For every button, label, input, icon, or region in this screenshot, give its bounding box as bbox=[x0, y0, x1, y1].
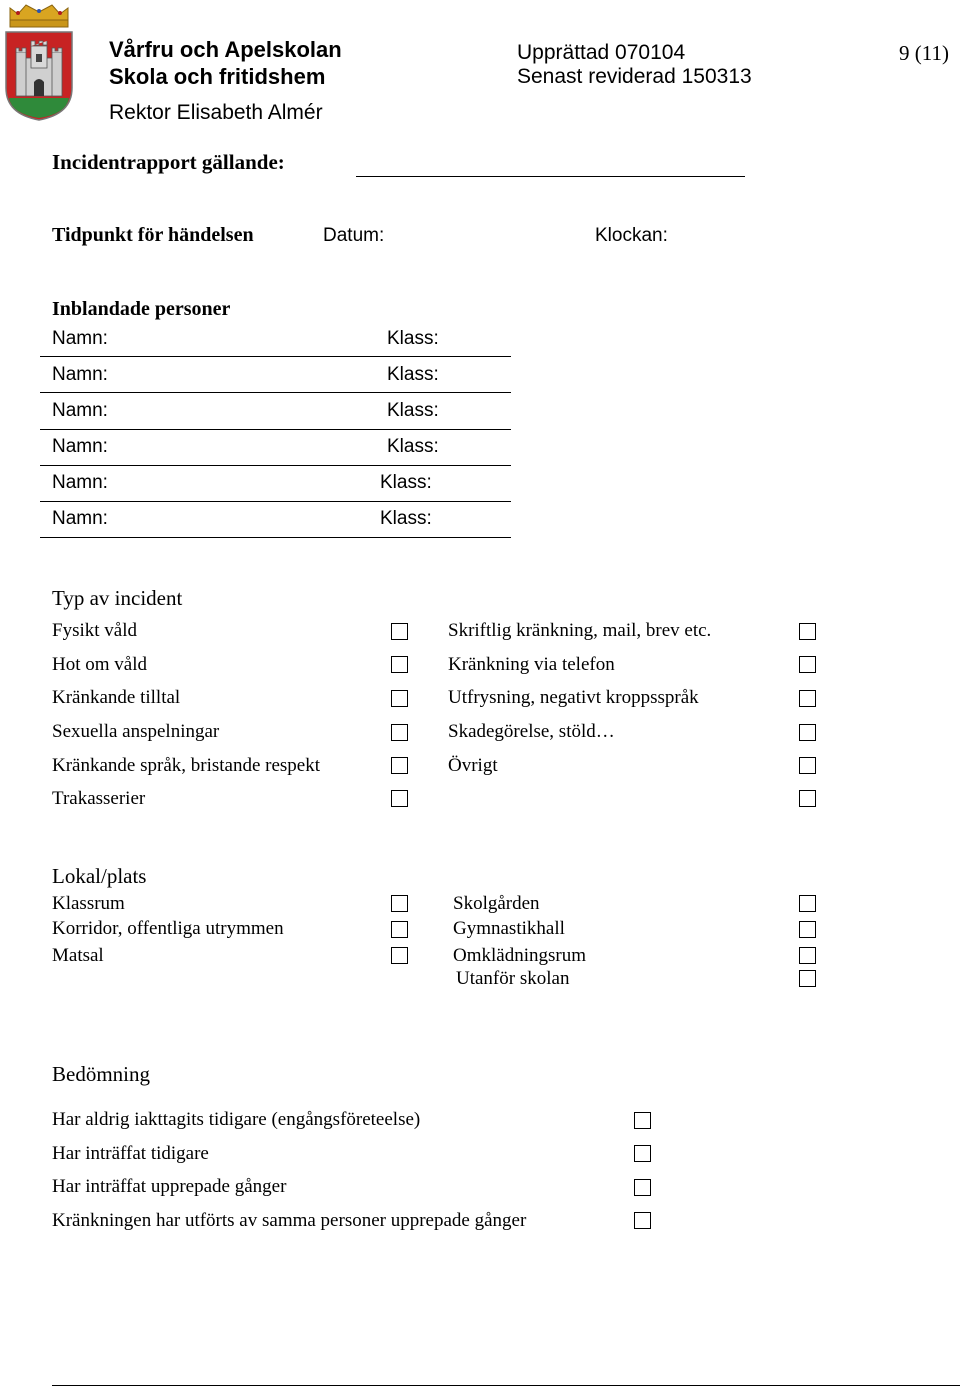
location-option-label: Matsal bbox=[52, 945, 104, 966]
incident-checkbox[interactable] bbox=[799, 757, 816, 774]
location-option-label: Klassrum bbox=[52, 893, 125, 914]
location-option-label: Skolgården bbox=[453, 893, 540, 914]
person-line-3 bbox=[40, 429, 511, 430]
location-option-label: Omklädningsrum bbox=[453, 945, 586, 966]
name-label-3: Namn: bbox=[52, 400, 108, 421]
revised-date: Senast reviderad 150313 bbox=[517, 65, 752, 88]
incident-checkbox[interactable] bbox=[391, 790, 408, 807]
person-line-6 bbox=[40, 537, 511, 538]
form-title: Incidentrapport gällande: bbox=[52, 150, 285, 174]
assessment-heading: Bedömning bbox=[52, 1062, 150, 1086]
incident-option-label: Skadegörelse, stöld… bbox=[448, 721, 615, 742]
school-name: Vårfru och Apelskolan bbox=[109, 37, 342, 62]
incident-option-label: Kränkande språk, bristande respekt bbox=[52, 755, 321, 776]
assessment-checkbox[interactable] bbox=[634, 1179, 651, 1196]
name-label-1: Namn: bbox=[52, 328, 108, 349]
class-label-4: Klass: bbox=[387, 436, 439, 457]
location-checkbox[interactable] bbox=[799, 970, 816, 987]
incident-checkbox[interactable] bbox=[799, 724, 816, 741]
location-checkbox[interactable] bbox=[391, 895, 408, 912]
incident-option-label: Övrigt bbox=[448, 755, 498, 776]
assessment-option-label: Kränkningen har utförts av samma personer upprepade gånger bbox=[52, 1210, 527, 1231]
incident-option-label: Hot om våld bbox=[52, 654, 147, 675]
incident-heading: Typ av incident bbox=[52, 586, 183, 610]
location-checkbox[interactable] bbox=[391, 947, 408, 964]
assessment-checkbox[interactable] bbox=[634, 1212, 651, 1229]
location-checkbox[interactable] bbox=[799, 895, 816, 912]
school-subtitle: Skola och fritidshem bbox=[109, 64, 326, 89]
incident-checkbox[interactable] bbox=[391, 623, 408, 640]
time-label: Tidpunkt för händelsen bbox=[52, 224, 254, 246]
incident-checkbox[interactable] bbox=[799, 623, 816, 640]
assessment-option-label: Har aldrig iakttagits tidigare (engångsföreteelse) bbox=[52, 1109, 421, 1130]
name-label-5: Namn: bbox=[52, 472, 108, 493]
incident-checkbox[interactable] bbox=[799, 690, 816, 707]
incident-checkbox[interactable] bbox=[391, 690, 408, 707]
clock-label: Klockan: bbox=[595, 225, 668, 246]
assessment-option-label: Har inträffat upprepade gånger bbox=[52, 1176, 287, 1197]
person-line-4 bbox=[40, 465, 511, 466]
class-label-6: Klass: bbox=[380, 508, 432, 529]
footer-divider bbox=[52, 1385, 960, 1386]
class-label-1: Klass: bbox=[387, 328, 439, 349]
incident-checkbox[interactable] bbox=[799, 656, 816, 673]
location-heading: Lokal/plats bbox=[52, 864, 147, 888]
school-logo bbox=[2, 2, 76, 122]
page-number: 9 (11) bbox=[899, 41, 949, 65]
incident-option-label: Sexuella anspelningar bbox=[52, 721, 220, 742]
created-date: Upprättad 070104 bbox=[517, 41, 686, 64]
assessment-checkbox[interactable] bbox=[634, 1145, 651, 1162]
incident-checkbox[interactable] bbox=[799, 790, 816, 807]
date-label: Datum: bbox=[323, 225, 385, 246]
principal-name: Rektor Elisabeth Almér bbox=[109, 101, 323, 124]
location-option-label: Utanför skolan bbox=[456, 968, 570, 989]
incident-option-label: Kränkning via telefon bbox=[448, 654, 615, 675]
assessment-option-label: Har inträffat tidigare bbox=[52, 1143, 209, 1164]
class-label-2: Klass: bbox=[387, 364, 439, 385]
incident-checkbox[interactable] bbox=[391, 656, 408, 673]
persons-heading: Inblandade personer bbox=[52, 298, 231, 320]
location-option-label: Gymnastikhall bbox=[453, 918, 565, 939]
location-checkbox[interactable] bbox=[799, 947, 816, 964]
location-checkbox[interactable] bbox=[391, 921, 408, 938]
incident-option-label: Kränkande tilltal bbox=[52, 687, 181, 708]
incident-option-label: Trakasserier bbox=[52, 788, 146, 809]
name-label-6: Namn: bbox=[52, 508, 108, 529]
incident-checkbox[interactable] bbox=[391, 757, 408, 774]
class-label-5: Klass: bbox=[380, 472, 432, 493]
name-label-2: Namn: bbox=[52, 364, 108, 385]
person-line-1 bbox=[40, 356, 511, 357]
location-option-label: Korridor, offentliga utrymmen bbox=[52, 918, 284, 939]
person-line-5 bbox=[40, 501, 511, 502]
incident-checkbox[interactable] bbox=[391, 724, 408, 741]
incident-option-label: Utfrysning, negativt kroppsspråk bbox=[448, 687, 699, 708]
incident-option-label: Skriftlig kränkning, mail, brev etc. bbox=[448, 620, 712, 641]
person-line-2 bbox=[40, 392, 511, 393]
incident-option-label: Fysikt våld bbox=[52, 620, 137, 641]
title-underline bbox=[356, 176, 745, 177]
location-checkbox[interactable] bbox=[799, 921, 816, 938]
class-label-3: Klass: bbox=[387, 400, 439, 421]
assessment-checkbox[interactable] bbox=[634, 1112, 651, 1129]
name-label-4: Namn: bbox=[52, 436, 108, 457]
